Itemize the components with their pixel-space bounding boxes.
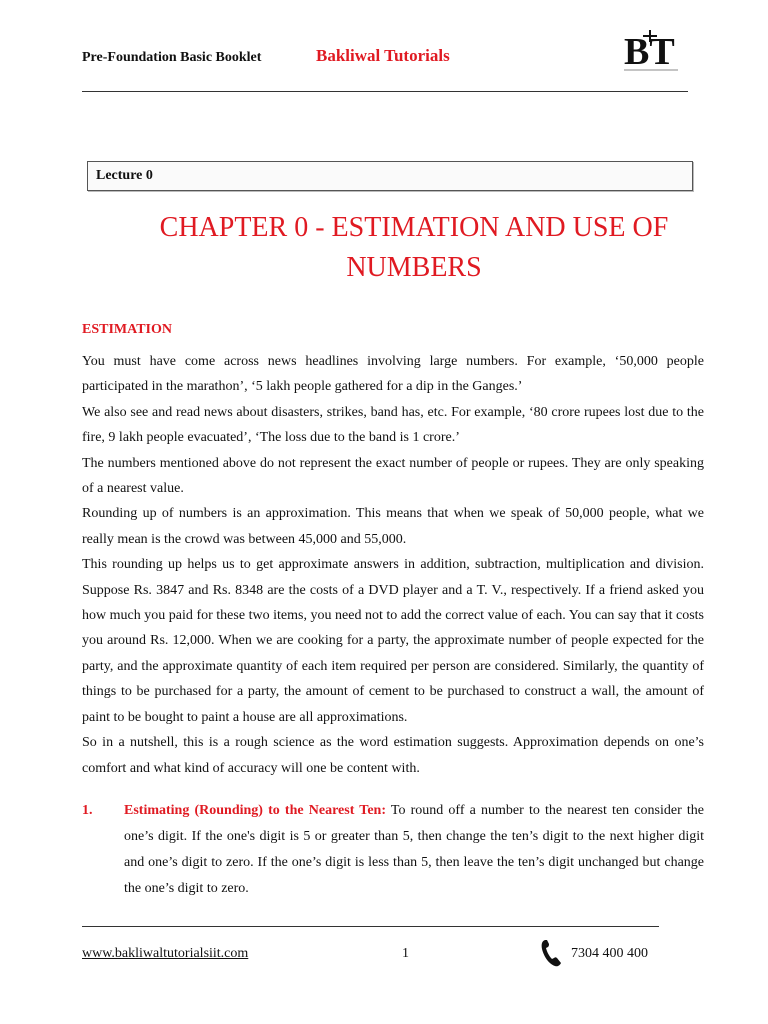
paragraph: So in a nutshell, this is a rough science as the word estimation suggests. Approximation depends on one’s comfort and what kind of accuracy will one be content with. xyxy=(82,735,704,776)
section-heading: ESTIMATION xyxy=(82,322,172,337)
lecture-label: Lecture 0 xyxy=(96,168,153,183)
bt-logo-icon xyxy=(616,28,686,76)
list-item-body xyxy=(124,798,704,902)
chapter-title-line2: NUMBERS xyxy=(346,252,482,283)
phone-icon xyxy=(540,938,562,968)
page-number: 1 xyxy=(402,946,409,961)
paragraph: The numbers mentioned above do not represent the exact number of people or rupees. They are only speaking of a nearest value. xyxy=(82,455,704,497)
booklet-title: Pre-Foundation Basic Booklet xyxy=(82,50,262,65)
list-item-text: To round off a number to the nearest ten consider the one’s digit. If the one's digit is 5 or greater than 5, then change the ten’s digit to the next higher digit and one’s digit to zero. If the one’s digit is less than 5, then leave the ten’s digit unchanged but change the one’s digit to zero. xyxy=(124,803,704,896)
brand-name: Bakliwal Tutorials xyxy=(316,46,450,65)
paragraph: We also see and read news about disasters, strikes, band has, etc. For example, ‘80 crore rupees lost due to the fire, 9 lakh people evacuated’, ‘The loss due to the band is 1 crore.’ xyxy=(82,404,704,446)
phone-number: 7304 400 400 xyxy=(571,946,648,961)
footer-divider xyxy=(82,926,659,927)
logo-text: BT xyxy=(624,31,675,73)
list-item-title: Estimating (Rounding) to the Nearest Ten: xyxy=(124,803,386,818)
chapter-title-line1: CHAPTER 0 - ESTIMATION AND USE OF xyxy=(159,212,669,243)
paragraph: Rounding up of numbers is an approximation. This means that when we speak of 50,000 people, what we really mean is the crowd was between 45,000 and 55,000. xyxy=(82,506,704,547)
list-item-number: 1. xyxy=(82,803,93,818)
body-text xyxy=(82,349,704,781)
list-item xyxy=(82,798,704,902)
paragraph: This rounding up helps us to get approximate answers in addition, subtraction, multiplication and division. Suppose Rs. 3847 and Rs. 8348 are the costs of a DVD player and a T. V., respectively. If a friend asked you how much you paid for these two items, you need not to add the correct value of each. You can say that it costs you around Rs. 12,000. When we are cooking for a party, the approximate number of people expected for the party, and the approximate quantity of each item required per person are considered. Similarly, the quantity of things to be purchased for a party, the amount of cement to be purchased to construct a wall, the amount of paint to be bought to paint a house are all approximations. xyxy=(82,557,704,725)
paragraph: You must have come across news headlines involving large numbers. For example, ‘50,000 people participated in the marathon’, ‘5 lakh people gathered for a dip in the Ganges.’ xyxy=(82,354,704,395)
header-divider xyxy=(82,91,688,92)
website-link[interactable]: www.bakliwaltutorialsiit.com xyxy=(82,946,249,961)
chapter-title xyxy=(80,208,748,288)
lecture-box xyxy=(87,161,693,191)
